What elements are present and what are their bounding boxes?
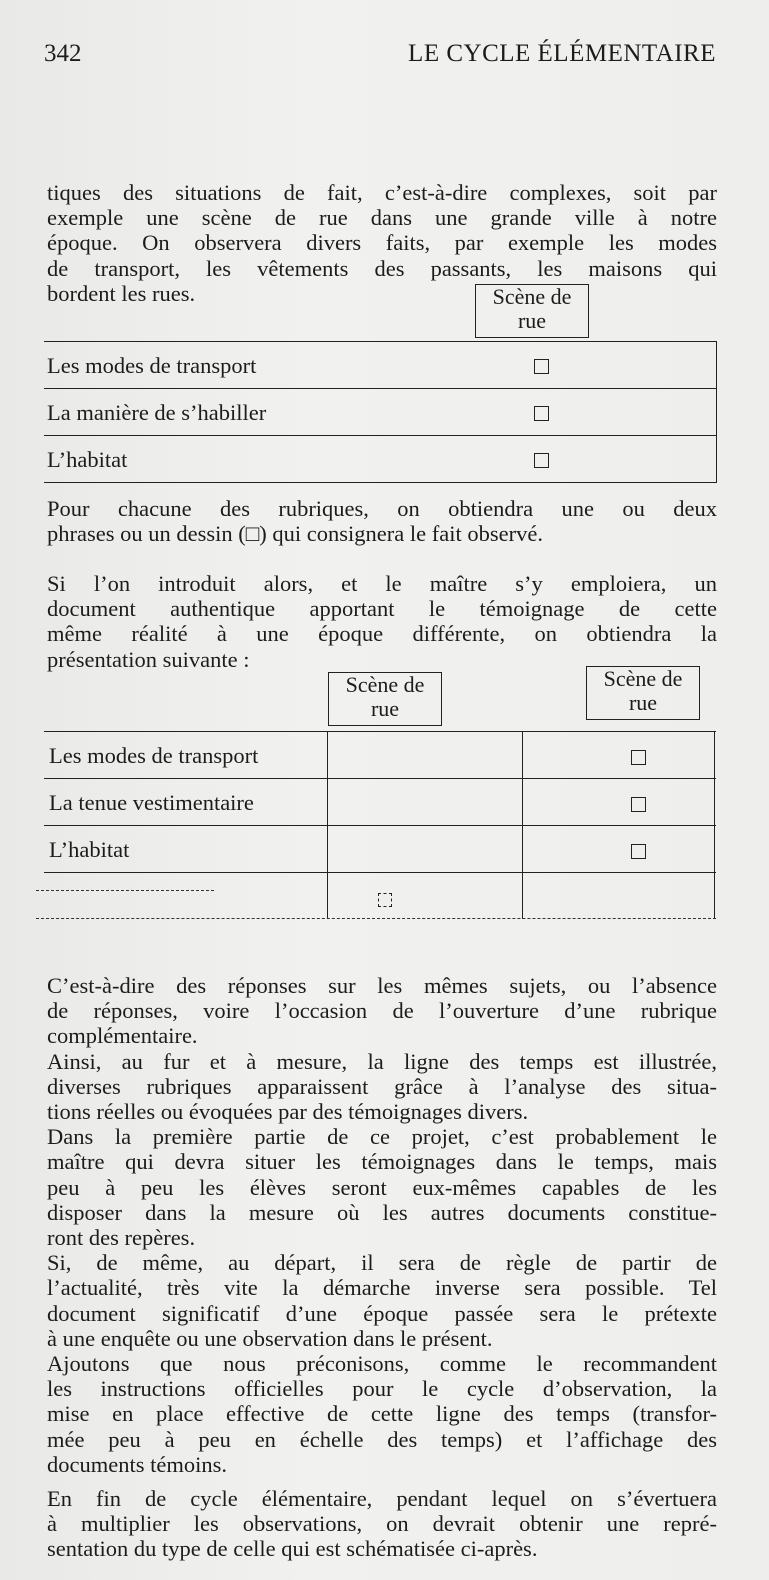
final-paragraph xyxy=(47,1486,717,1562)
row-label: La tenue vestimentaire xyxy=(49,790,254,815)
intro-paragraph xyxy=(47,180,717,306)
text-line: de réponses, voire l’occasion de l’ouverture d’une rubrique xyxy=(47,998,717,1024)
text-line: documents témoins. xyxy=(47,1451,227,1477)
square-icon xyxy=(534,359,549,374)
header-text: rue xyxy=(517,308,547,333)
table-rule xyxy=(44,825,716,826)
text-line: mée peu à peu en échelle des temps) et l’affichage des xyxy=(47,1426,717,1452)
text-line: Si, de même, au départ, il sera de règle de partir de xyxy=(47,1250,717,1276)
table-rule xyxy=(44,778,716,779)
text-line: l’actualité, très vite la démarche inverse sera possible. Tel xyxy=(47,1275,717,1301)
paragraph xyxy=(47,571,717,672)
text-line: présentation suivante : xyxy=(47,646,250,672)
table-rule xyxy=(327,731,328,919)
page-header xyxy=(44,40,716,74)
header-text: Scène de xyxy=(603,666,683,691)
square-icon xyxy=(631,844,646,859)
observation-table xyxy=(44,341,717,483)
header-text: rue xyxy=(628,690,658,715)
text-line: à multiplier les observations, on devrait obtenir une repré- xyxy=(47,1511,717,1537)
text-line: bordent les rues. xyxy=(47,280,196,306)
text-line: C’est-à-dire des réponses sur les mêmes sujets, ou l’absence xyxy=(47,973,717,998)
table1-column-header xyxy=(475,284,589,338)
square-icon xyxy=(534,453,549,468)
header-text: rue xyxy=(370,696,400,721)
text-line: Si l’on introduit alors, et le maître s’y emploiera, un xyxy=(47,571,717,596)
text-line: époque. On observera divers faits, par exemple les modes xyxy=(47,230,717,256)
table-rule xyxy=(44,731,716,732)
table-rule xyxy=(44,872,716,873)
text-line: tions réelles ou évoquées par des témoignages divers. xyxy=(47,1099,529,1125)
row-label: L’habitat xyxy=(47,447,128,472)
table-row xyxy=(44,436,716,483)
dashed-square-icon xyxy=(378,893,392,907)
header-text: Scène de xyxy=(492,284,572,309)
text-line: même réalité à une époque différente, on obtiendra la xyxy=(47,621,717,647)
comparison-table xyxy=(44,731,716,921)
text-line: Ainsi, au fur et à mesure, la ligne des temps est illustrée, xyxy=(47,1048,717,1074)
page-number: 342 xyxy=(44,40,82,67)
text-line: disposer dans la mesure où les autres documents constitue- xyxy=(47,1199,717,1225)
text-line: de transport, les vêtements des passants, les maisons qui xyxy=(47,255,717,281)
text-line: diverses rubriques apparaissent grâce à l’analyse des situa- xyxy=(47,1073,717,1099)
text-line: document significatif d’une époque passée sera le prétexte xyxy=(47,1300,717,1326)
text-line: peu à peu les élèves seront eux-mêmes capables de les xyxy=(47,1174,717,1200)
text-line: Ajoutons que nous préconisons, comme le recommandent xyxy=(47,1351,717,1377)
text-line: exemple une scène de rue dans une grande ville à notre xyxy=(47,205,717,231)
table-row xyxy=(44,342,716,389)
square-icon xyxy=(631,797,646,812)
text-line: En fin de cycle élémentaire, pendant lequel on s’évertuera xyxy=(47,1486,717,1511)
table2-column-header-a xyxy=(328,672,442,726)
text-line: complémentaire. xyxy=(47,1023,198,1049)
table-rule xyxy=(714,731,715,919)
dashed-line xyxy=(36,918,716,919)
text-line: sentation du type de celle qui est schématisée ci-après. xyxy=(47,1536,538,1562)
text-line: tiques des situations de fait, c’est-à-dire complexes, soit par xyxy=(47,180,717,205)
row-label: Les modes de transport xyxy=(49,743,259,768)
header-text: Scène de xyxy=(345,672,425,697)
table2-column-header-b xyxy=(586,666,700,720)
running-title: LE CYCLE ÉLÉMENTAIRE xyxy=(408,40,716,67)
row-label: La manière de s’habiller xyxy=(47,400,267,425)
text-line: mise en place effective de cette ligne des temps (transfor- xyxy=(47,1401,717,1427)
square-icon xyxy=(631,750,646,765)
square-icon xyxy=(534,406,549,421)
row-label: L’habitat xyxy=(49,837,130,862)
text-line: ront des repères. xyxy=(47,1225,196,1251)
text-line: maître qui devra situer les témoignages dans le temps, mais xyxy=(47,1149,717,1175)
table-row xyxy=(44,389,716,436)
table-rule xyxy=(522,731,523,919)
paragraph xyxy=(47,496,717,546)
dashed-line xyxy=(36,890,214,891)
text-line: à une enquête ou une observation dans le présent. xyxy=(47,1325,493,1351)
text-line: Dans la première partie de ce projet, c’est probablement le xyxy=(47,1124,717,1150)
body-text xyxy=(47,973,717,1477)
text-line: phrases ou un dessin (□) qui consignera le fait observé. xyxy=(47,521,543,547)
text-line: les instructions officielles pour le cycle d’observation, la xyxy=(47,1376,717,1402)
text-line: Pour chacune des rubriques, on obtiendra une ou deux xyxy=(47,496,717,521)
row-label: Les modes de transport xyxy=(47,353,257,378)
text-line: document authentique apportant le témoignage de cette xyxy=(47,596,717,622)
